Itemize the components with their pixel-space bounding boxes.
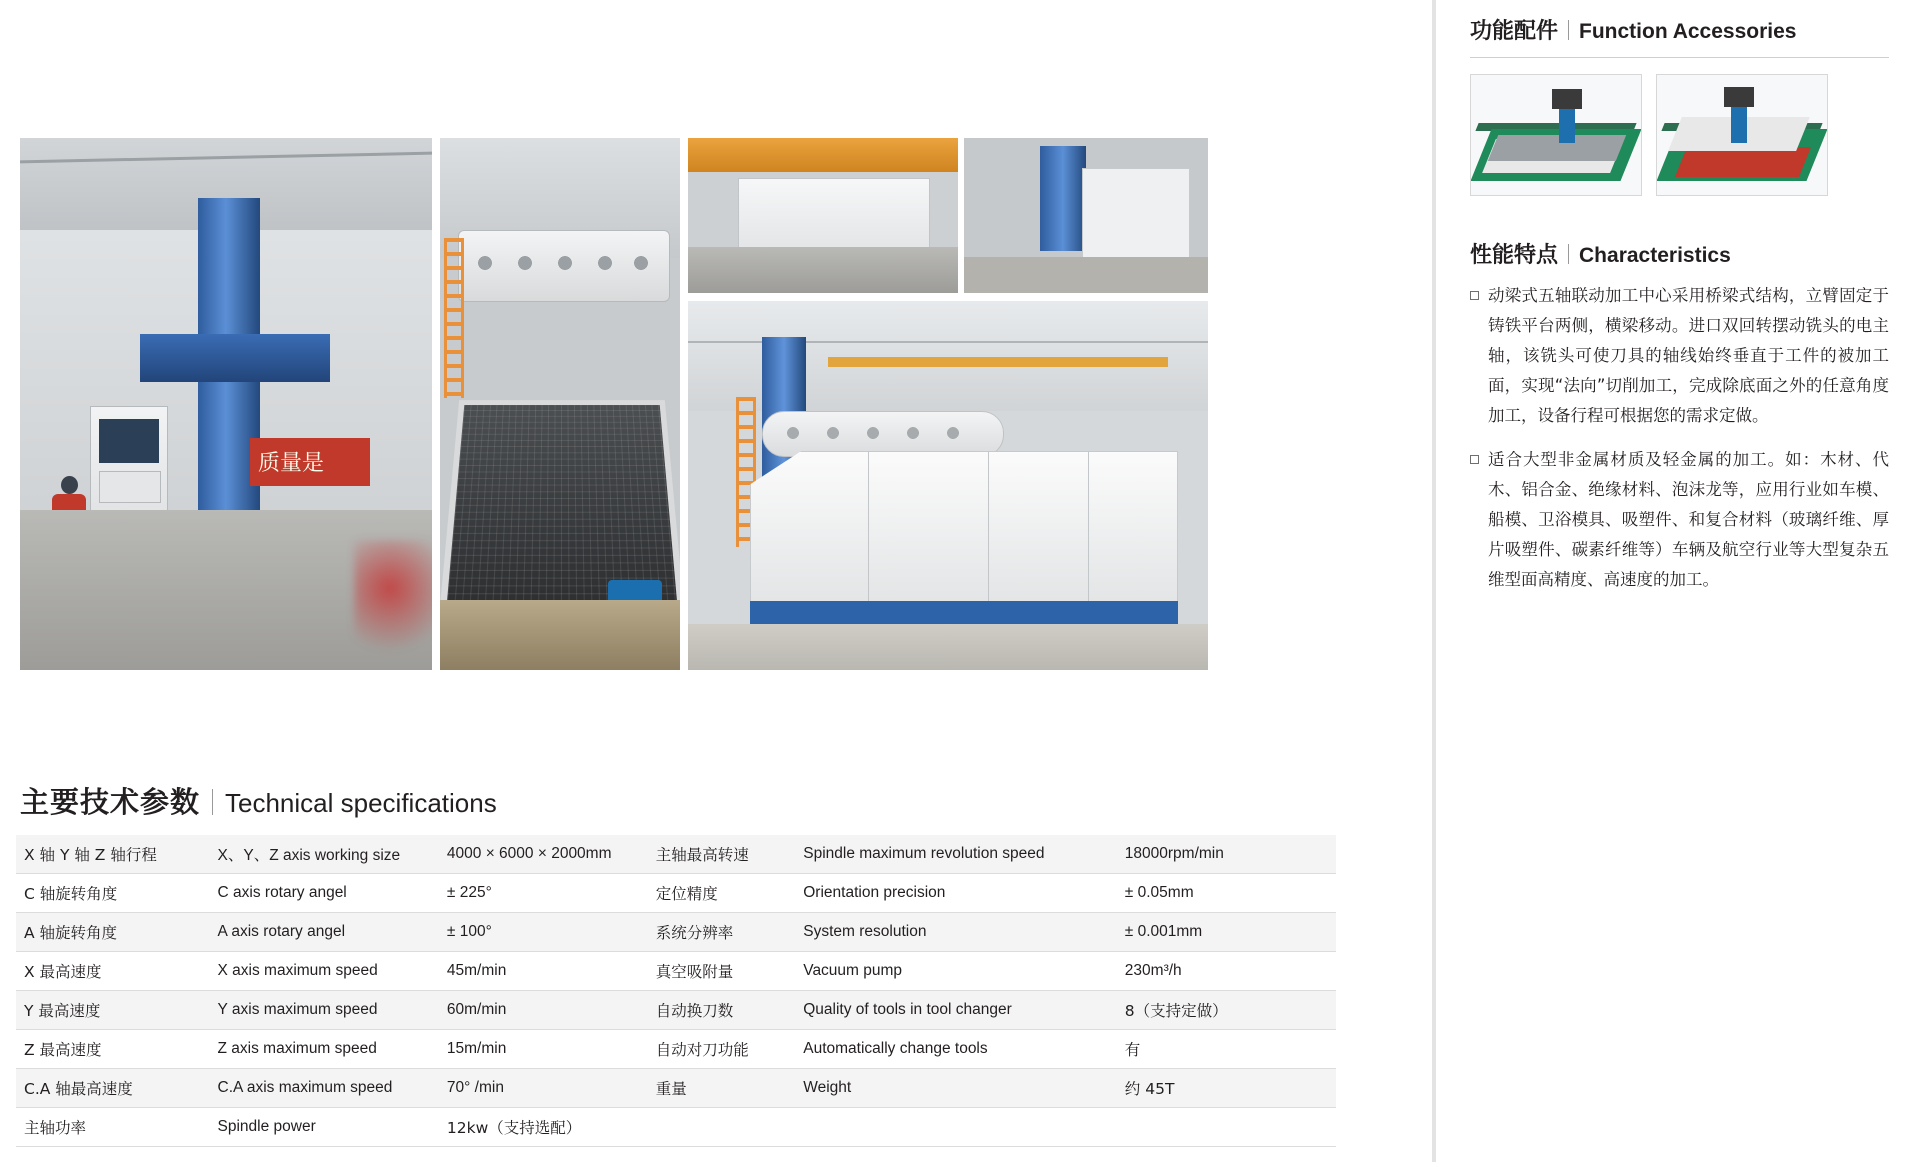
cell-param2-en: Orientation precision bbox=[795, 874, 1117, 913]
characteristics-title-cn: 性能特点 bbox=[1470, 243, 1559, 268]
cell-param2-en: System resolution bbox=[795, 913, 1117, 952]
enclosure-panel-seam bbox=[1088, 451, 1089, 601]
characteristics-heading bbox=[1470, 224, 1889, 269]
cell-param-cn: Z 最高速度 bbox=[16, 1030, 210, 1069]
machine-gantry bbox=[140, 334, 330, 382]
characteristic-text: 动梁式五轴联动加工中心采用桥梁式结构，立臂固定于铸铁平台两侧，横梁移动。进口双回转摆动铣头的电主轴，该铣头可使刀具的轴线始终垂直于工件的被加工面，实现“法向”切削加工，完成除底面之外的任意角度加工，设备行程可根据您的需求定做。 bbox=[1488, 286, 1889, 425]
photo-gantry-beam-closeup bbox=[440, 138, 680, 670]
cell-param-en: C axis rotary angel bbox=[210, 874, 439, 913]
cell-value: ± 100° bbox=[439, 913, 648, 952]
assembly-floor bbox=[964, 257, 1208, 293]
photo-enclosed-machine-full-view bbox=[688, 301, 1208, 670]
cell-value2: 18000rpm/min bbox=[1117, 835, 1336, 874]
safety-ladder bbox=[444, 238, 464, 398]
photo-5-axis-machining-center-workshop bbox=[20, 138, 432, 670]
heading-divider bbox=[1568, 244, 1569, 264]
cell-value2: 约 45T bbox=[1117, 1069, 1336, 1108]
cell-param2-en: Vacuum pump bbox=[795, 952, 1117, 991]
spec-section-heading bbox=[20, 780, 497, 821]
cell-param2-cn: 自动换刀数 bbox=[648, 991, 795, 1030]
square-bullet-icon bbox=[1470, 291, 1479, 300]
table-row bbox=[16, 991, 1336, 1030]
console-keypad bbox=[99, 471, 161, 503]
characteristics-title-en: Characteristics bbox=[1579, 244, 1731, 267]
cell-param2-en bbox=[795, 1108, 1117, 1147]
cell-param-en: Y axis maximum speed bbox=[210, 991, 439, 1030]
cell-param-cn: 主轴功率 bbox=[16, 1108, 210, 1147]
worker-head bbox=[61, 476, 78, 494]
cell-param-en: A axis rotary angel bbox=[210, 913, 439, 952]
right-column bbox=[1452, 0, 1915, 1162]
gantry-beam bbox=[458, 230, 670, 302]
cell-param2-cn: 重量 bbox=[648, 1069, 795, 1108]
render-spindle-head bbox=[1552, 89, 1582, 109]
cell-param2-en: Quality of tools in tool changer bbox=[795, 991, 1117, 1030]
overhead-crane bbox=[828, 357, 1168, 367]
cell-param-cn: Y 最高速度 bbox=[16, 991, 210, 1030]
list-item bbox=[1470, 445, 1889, 595]
vertical-column bbox=[1040, 146, 1086, 251]
table-row bbox=[16, 952, 1336, 991]
accessories-heading bbox=[1470, 0, 1889, 45]
list-item bbox=[1470, 281, 1889, 431]
cell-value: 70° /min bbox=[439, 1069, 648, 1108]
accessories-title-cn: 功能配件 bbox=[1470, 19, 1559, 44]
table-row bbox=[16, 874, 1336, 913]
cell-param-cn: X 最高速度 bbox=[16, 952, 210, 991]
cell-param-cn: A 轴旋转角度 bbox=[16, 913, 210, 952]
cell-value: 12kw（支持选配） bbox=[439, 1108, 648, 1147]
spec-title-en: Technical specifications bbox=[225, 788, 497, 818]
spec-title-cn: 主要技术参数 bbox=[20, 785, 201, 819]
cell-value: 15m/min bbox=[439, 1030, 648, 1069]
characteristics-list bbox=[1470, 281, 1889, 595]
cell-value2 bbox=[1117, 1108, 1336, 1147]
workshop-banner bbox=[250, 438, 370, 486]
render-red-bed bbox=[1675, 147, 1811, 177]
cell-value2: 有 bbox=[1117, 1030, 1336, 1069]
cell-param2-cn: 定位精度 bbox=[648, 874, 795, 913]
table-row bbox=[16, 1030, 1336, 1069]
heading-divider bbox=[212, 789, 213, 815]
cell-param2-cn: 主轴最高转速 bbox=[648, 835, 795, 874]
cell-param-en: X axis maximum speed bbox=[210, 952, 439, 991]
table-row bbox=[16, 1108, 1336, 1147]
table-row bbox=[16, 1069, 1336, 1108]
heading-divider bbox=[1568, 20, 1569, 40]
cell-param-cn: C.A 轴最高速度 bbox=[16, 1069, 210, 1108]
cell-value2: ± 0.001mm bbox=[1117, 913, 1336, 952]
bridge-beam bbox=[762, 411, 1004, 457]
enclosure-panel-seam bbox=[988, 451, 989, 601]
cell-param-en: Z axis maximum speed bbox=[210, 1030, 439, 1069]
floor-area bbox=[440, 600, 680, 670]
foreground-blur bbox=[354, 540, 432, 660]
render-spindle-head bbox=[1724, 87, 1754, 107]
accessory-render-red-machine bbox=[1656, 74, 1828, 196]
protective-enclosure bbox=[750, 451, 1178, 603]
enclosure-panel-seam bbox=[868, 451, 869, 601]
cell-value2: 8（支持定做） bbox=[1117, 991, 1336, 1030]
workshop-floor bbox=[688, 624, 1208, 670]
cell-param2-en: Weight bbox=[795, 1069, 1117, 1108]
characteristic-text: 适合大型非金属材质及轻金属的加工。如：木材、代木、铝合金、绝缘材料、泡沫龙等，应用行业如车模、船模、卫浴模具、吸塑件、和复合材料（玻璃纤维、厚片吸塑件、碳素纤维等）车辆及航空行业等大型复杂五维型面高精度、高速度的加工。 bbox=[1488, 450, 1889, 589]
cell-value2: ± 0.05mm bbox=[1117, 874, 1336, 913]
photo-machine-frame-1 bbox=[688, 138, 958, 293]
render-bed bbox=[1488, 135, 1627, 161]
machine-enclosure bbox=[1082, 168, 1190, 259]
cell-param2-cn: 真空吸附量 bbox=[648, 952, 795, 991]
product-photo-grid bbox=[20, 138, 1340, 668]
cell-param2-cn bbox=[648, 1108, 795, 1147]
cell-param-en: C.A axis maximum speed bbox=[210, 1069, 439, 1108]
photo-machine-frame-2 bbox=[964, 138, 1208, 293]
cell-value: 60m/min bbox=[439, 991, 648, 1030]
cell-param2-cn: 自动对刀功能 bbox=[648, 1030, 795, 1069]
square-bullet-icon bbox=[1470, 455, 1479, 464]
cell-param-en: Spindle power bbox=[210, 1108, 439, 1147]
cell-value: ± 225° bbox=[439, 874, 648, 913]
accessories-title-en: Function Accessories bbox=[1579, 20, 1797, 43]
accessory-render-green-machine bbox=[1470, 74, 1642, 196]
overhead-rail bbox=[688, 138, 958, 172]
cell-param2-en: Automatically change tools bbox=[795, 1030, 1117, 1069]
cell-param-en: X、Y、Z axis working size bbox=[210, 835, 439, 874]
cell-param-cn: X 轴 Y 轴 Z 轴行程 bbox=[16, 835, 210, 874]
table-row bbox=[16, 835, 1336, 874]
console-screen bbox=[99, 419, 159, 463]
accessories-rule bbox=[1470, 57, 1889, 58]
technical-specifications-table bbox=[16, 835, 1336, 1147]
cell-param2-en: Spindle maximum revolution speed bbox=[795, 835, 1117, 874]
column-divider bbox=[1432, 0, 1436, 1162]
cell-param2-cn: 系统分辨率 bbox=[648, 913, 795, 952]
table-row bbox=[16, 913, 1336, 952]
assembly-floor bbox=[688, 247, 958, 294]
accessories-thumbnails bbox=[1470, 74, 1889, 196]
cell-value2: 230m³/h bbox=[1117, 952, 1336, 991]
cell-value: 45m/min bbox=[439, 952, 648, 991]
cell-value: 4000 × 6000 × 2000mm bbox=[439, 835, 648, 874]
cell-param-cn: C 轴旋转角度 bbox=[16, 874, 210, 913]
